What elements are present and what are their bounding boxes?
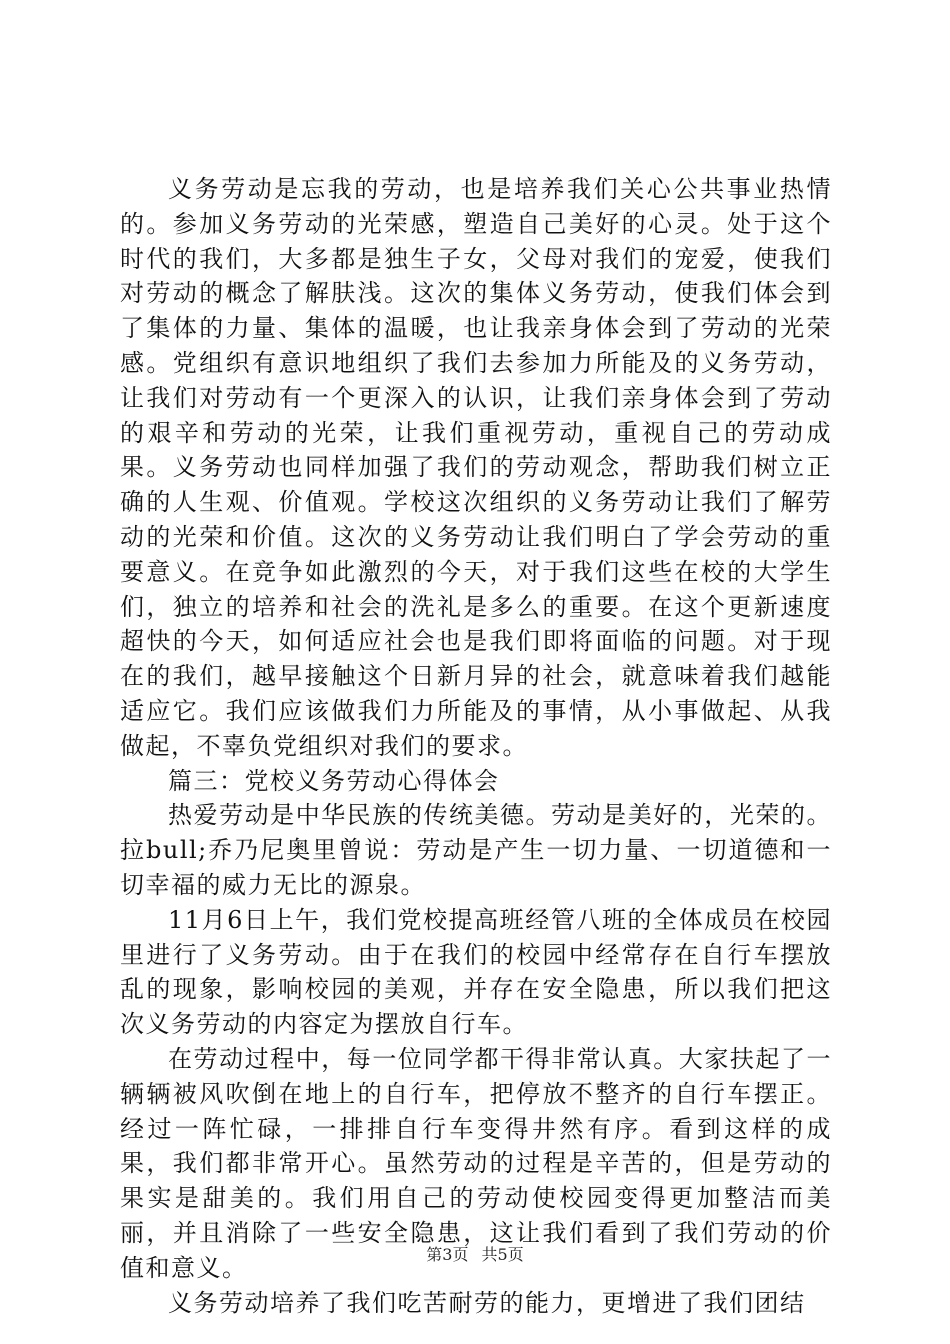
paragraph: 11月6日上午，我们党校提高班经管八班的全体成员在校园里进行了义务劳动。由于在我们的校园中经常存在自行车摆放乱的现象，影响校园的美观，并存在安全隐患，所以我们把这次义务劳动的内容定为摆放自行车。	[120, 905, 832, 1039]
paragraph: 在劳动过程中，每一位同学都干得非常认真。大家扶起了一辆辆被风吹倒在地上的自行车，把停放不整齐的自行车摆正。经过一阵忙碌，一排排自行车变得井然有序。看到这样的成果，我们都非常开心。虽然劳动的过程是辛苦的，但是劳动的果实是甜美的。我们用自己的劳动使校园变得更加整洁而美丽，并且消除了一些安全隐患，这让我们看到了我们劳动的价值和意义。	[120, 1044, 832, 1282]
paragraph: 义务劳动是忘我的劳动，也是培养我们关心公共事业热情的。参加义务劳动的光荣感，塑造自己美好的心灵。处于这个时代的我们，大多都是独生子女，父母对我们的宠爱，使我们对劳动的概念了解肤浅。这次的集体义务劳动，使我们体会到了集体的力量、集体的温暖，也让我亲身体会到了劳动的光荣感。党组织有意识地组织了我们去参加力所能及的义务劳动，让我们对劳动有一个更深入的认识，让我们亲身体会到了劳动的艰辛和劳动的光荣，让我们重视劳动，重视自己的劳动成果。义务劳动也同样加强了我们的劳动观念，帮助我们树立正确的人生观、价值观。学校这次组织的义务劳动让我们了解劳动的光荣和价值。这次的义务劳动让我们明白了学会劳动的重要意义。在竞争如此激烈的今天，对于我们这些在校的大学生们，独立的培养和社会的洗礼是多么的重要。在这个更新速度超快的今天，如何适应社会也是我们即将面临的问题。对于现在的我们，越早接触这个日新月异的社会，就意味着我们越能适应它。我们应该做我们力所能及的事情，从小事做起、从我做起，不辜负党组织对我们的要求。	[120, 175, 832, 760]
paragraph: 热爱劳动是中华民族的传统美德。劳动是美好的，光荣的。拉bull;乔乃尼奥里曾说：劳动是产生一切力量、一切道德和一切幸福的威力无比的源泉。	[120, 801, 832, 899]
document-body	[120, 172, 832, 1320]
page-number: 第3页	[426, 1245, 469, 1264]
page-footer	[0, 1245, 950, 1265]
paragraph: 义务劳动培养了我们吃苦耐劳的能力，更增进了我们团结	[168, 1288, 806, 1317]
page-total: 共5页	[481, 1245, 524, 1264]
section-heading: 篇三：党校义务劳动心得体会	[168, 766, 500, 795]
